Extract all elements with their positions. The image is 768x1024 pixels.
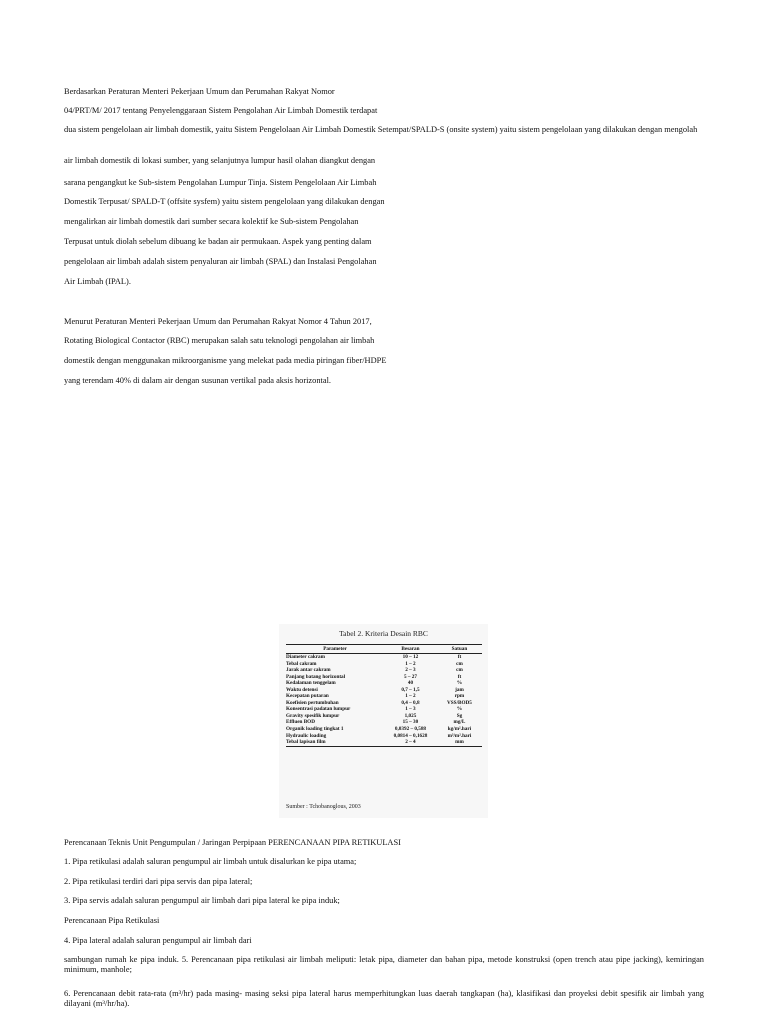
rbc-criteria-table — [286, 644, 482, 747]
text-line: domestik dengan menggunakan mikroorganisme yang melekat pada media piringan fiber/HDPE — [64, 356, 387, 365]
section-heading: Perencanaan Teknis Unit Pengumpulan / Jaringan Perpipaan PERENCANAAN PIPA RETIKULASI — [64, 838, 401, 847]
table-cell: ft — [457, 673, 462, 680]
table-cell: 1 – 2 — [405, 693, 416, 700]
table-cell: Hydraulic loading — [286, 732, 327, 739]
text-line: yang terendam 40% di dalam air dengan susunan vertikal pada aksis horizontal. — [64, 376, 331, 385]
table-cell: 1 – 2 — [405, 660, 416, 667]
table-cell: Tebal cakram — [286, 660, 317, 667]
table-cell: 0,4 – 0,8 — [401, 699, 420, 706]
table-cell: % — [456, 680, 463, 687]
text-line: Terpusat untuk diolah sebelum dibuang ke badan air permukaan. Aspek yang penting dalam — [64, 237, 372, 246]
table-cell: Organik loading tingkat 1 — [286, 726, 344, 733]
text-line: Berdasarkan Peraturan Menteri Pekerjaan Umum dan Perumahan Rakyat Nomor — [64, 87, 335, 96]
table-cell: 1,025 — [404, 712, 417, 719]
table-cell: Koefisien pertumbuhan — [286, 699, 339, 706]
table-cell: Kedalaman tenggelam — [286, 680, 336, 687]
text-line: Air Limbah (IPAL). — [64, 277, 131, 286]
list-item: 2. Pipa retikulasi terdiri dari pipa servis dan pipa lateral; — [64, 877, 253, 886]
list-item: 4. Pipa lateral adalah saluran pengumpul air limbah dari — [64, 936, 252, 945]
table-cell: 10 – 12 — [402, 654, 419, 660]
table-cell: rpm — [454, 693, 465, 700]
table-cell: % — [456, 706, 463, 713]
column-header: Parameter — [286, 645, 384, 654]
table-cell: mg/L — [453, 719, 466, 726]
table-cell: mm — [437, 739, 482, 746]
text-line: pengelolaan air limbah adalah sistem penyaluran air limbah (SPAL) dan Instalasi Pengolahan — [64, 257, 377, 266]
table-caption: Tabel 2. Kriteria Desain RBC — [339, 629, 428, 638]
table-cell: Konsentrasi padatan lumpur — [286, 706, 351, 713]
table-cell: Tebal lapisan film — [286, 739, 384, 746]
table-cell: Diameter cakram — [286, 654, 325, 660]
table-cell: 0,0814 – 0,1628 — [393, 732, 428, 739]
list-item: 3. Pipa servis adalah saluran pengumpul air limbah dari pipa lateral ke pipa induk; — [64, 896, 340, 905]
table-cell: Gravity spesifik lumpur — [286, 712, 340, 719]
table-cell: 5 – 27 — [403, 673, 417, 680]
text-line: sarana pengangkut ke Sub-sistem Pengolahan Lumpur Tinja. Sistem Pengelolaan Air Limbah — [64, 178, 377, 187]
table-cell: Kecepatan putaran — [286, 693, 329, 700]
table-cell: VSS/BOD5 — [447, 699, 472, 706]
table-row — [286, 739, 482, 746]
text-line: 04/PRT/M/ 2017 tentang Penyelenggaraan Sistem Pengolahan Air Limbah Domestik terdapat — [64, 106, 378, 115]
table-cell: Sg — [456, 712, 463, 719]
table-cell: jam — [455, 686, 464, 693]
table-cell: 2 – 3 — [405, 667, 416, 674]
rbc-design-table-figure — [279, 624, 488, 818]
column-header: Satuan — [437, 645, 482, 654]
table-cell: ft — [457, 654, 462, 660]
table-cell: 0,0392 – 0,588 — [394, 726, 427, 733]
text-line: dua sistem pengelolaan air limbah domestik, yaitu Sistem Pengelolaan Air Limbah Domestik Setempat/SPALD-S (onsite system) yaitu sistem pengelolaan yang dilakukan dengan mengolah — [64, 125, 698, 134]
table-source: Sumber : Tchobanoglous, 2003 — [286, 804, 361, 810]
table-cell: Effluen BOD — [286, 719, 315, 726]
table-cell: Panjang batang horizontal — [286, 673, 346, 680]
text-line: Rotating Biological Contactor (RBC) merupakan salah satu teknologi pengolahan air limbah — [64, 336, 375, 345]
table-cell: cm — [456, 667, 463, 674]
table-row — [286, 654, 482, 661]
text-line: Domestik Terpusat/ SPALD-T (offsite sysfem) yaitu sistem pengelolaan yang dilakukan dengan — [64, 197, 385, 206]
list-item: 1. Pipa retikulasi adalah saluran pengumpul air limbah untuk disalurkan ke pipa utama; — [64, 857, 357, 866]
table-cell: 15 – 30 — [402, 719, 419, 726]
text-line: air limbah domestik di lokasi sumber, yang selanjutnya lumpur hasil olahan diangkut dengan — [64, 156, 376, 165]
table-cell: 0,7 – 1,5 — [401, 686, 420, 693]
table-cell: Jarak antar cakram — [286, 667, 331, 674]
table-cell: 1 – 3 — [405, 706, 416, 713]
table-cell: Waktu detensi — [286, 686, 318, 693]
subheading: Perencanaan Pipa Retikulasi — [64, 916, 160, 925]
table-cell: 2 – 4 — [384, 739, 437, 746]
table-cell: kg/m².hari — [447, 726, 472, 733]
table-cell: 40 — [407, 680, 414, 687]
table-cell: m³/m².hari — [447, 732, 472, 739]
text-line: mengalirkan air limbah domestik dari sumber secara kolektif ke Sub-sistem Pengolahan — [64, 217, 359, 226]
text-line: Menurut Peraturan Menteri Pekerjaan Umum dan Perumahan Rakyat Nomor 4 Tahun 2017, — [64, 317, 372, 326]
table-cell: cm — [456, 660, 463, 667]
column-header: Besaran — [384, 645, 437, 654]
list-item: sambungan rumah ke pipa induk. 5. Perencanaan pipa retikulasi air limbah meliputi: letak pipa, diameter dan bahan pipa, metode konstruksi (open trench atau pipe jacking), kemiringan minimum, manhole; — [64, 955, 704, 974]
list-item: 6. Perencanaan debit rata-rata (m³/hr) pada masing- masing seksi pipa lateral harus memperhitungkan luas daerah tangkapan (ha), klasifikasi dan proyeksi debit spesifik air limbah yang dilayani (m³/hr/ha). — [64, 989, 704, 1008]
table-header-row — [286, 645, 482, 654]
